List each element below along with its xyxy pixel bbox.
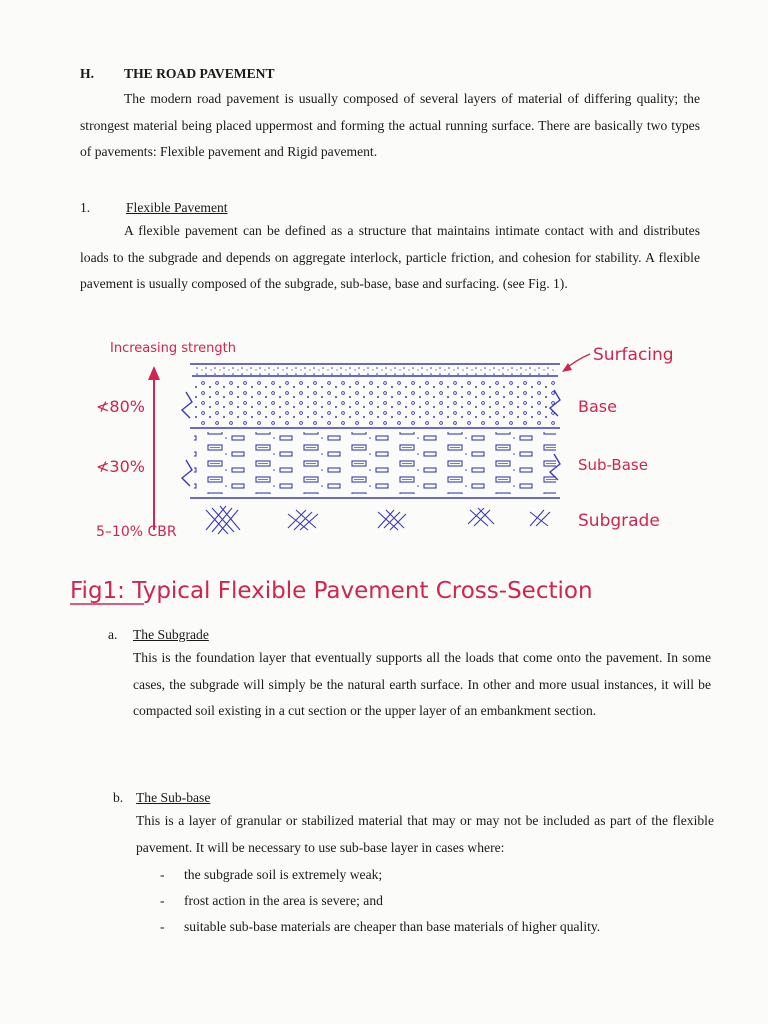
item-b-title: The Sub-base	[136, 790, 211, 805]
item-a-title: The Subgrade	[133, 627, 209, 642]
sub-base-conditions-list	[160, 862, 700, 940]
section-title: THE ROAD PAVEMENT	[124, 66, 275, 81]
label-base-cbr: ≮80%	[96, 397, 145, 416]
list-item: - frost action in the area is severe; and	[160, 888, 700, 914]
section-letter: H.	[80, 66, 94, 81]
pavement-cross-section-figure	[60, 330, 740, 620]
intro-paragraph	[80, 86, 700, 166]
flexible-pavement-paragraph	[80, 218, 700, 298]
sub-base-paragraph	[136, 808, 714, 861]
subgrade-paragraph	[133, 645, 711, 725]
item-a-letter: a.	[108, 627, 118, 642]
list-item: - suitable sub-base materials are cheaper than base materials of higher quality.	[160, 914, 700, 940]
label-subgrade-cbr: 5–10% CBR	[96, 524, 177, 540]
subsection-number: 1.	[80, 200, 91, 215]
label-sub-base: Sub-Base	[578, 456, 648, 474]
label-base: Base	[578, 397, 617, 416]
label-sub-base-cbr: ≮30%	[96, 457, 145, 476]
item-b-letter: b.	[113, 790, 124, 805]
list-item: - the subgrade soil is extremely weak;	[160, 862, 700, 888]
flexible-pavement-text: A flexible pavement can be defined as a structure that maintains intimate contact with and distributes loads to the subgrade and depends on aggregate interlock, particle friction, and cohesion for stability. A flexible pavement is usually composed of the subgrade, sub-base, base and surfacing. (see Fig. 1).	[80, 223, 700, 291]
sub-base-paragraph-text: This is a layer of granular or stabilized material that may or may not be included as part of the flexible pavement. It will be necessary to use sub-base layer in cases where:	[136, 813, 714, 855]
label-subgrade: Subgrade	[578, 511, 660, 531]
subgrade-paragraph-text: This is the foundation layer that eventually supports all the loads that come onto the pavement. In some cases, the subgrade will simply be the natural earth surface. In other and more usual instances, it will be compacted soil existing in a cut section or the upper layer of an embankment section.	[133, 650, 711, 718]
subsection-title: Flexible Pavement	[126, 200, 228, 215]
increasing-strength-label: Increasing strength	[110, 341, 237, 356]
figure-caption: Fig1: Typical Flexible Pavement Cross-Section	[70, 578, 593, 604]
intro-paragraph-text: The modern road pavement is usually composed of several layers of material of differing quality; the strongest material being placed uppermost and forming the actual running surface. There are basically two types of pavements: Flexible pavement and Rigid pavement.	[80, 91, 700, 159]
label-surfacing: Surfacing	[593, 345, 674, 365]
